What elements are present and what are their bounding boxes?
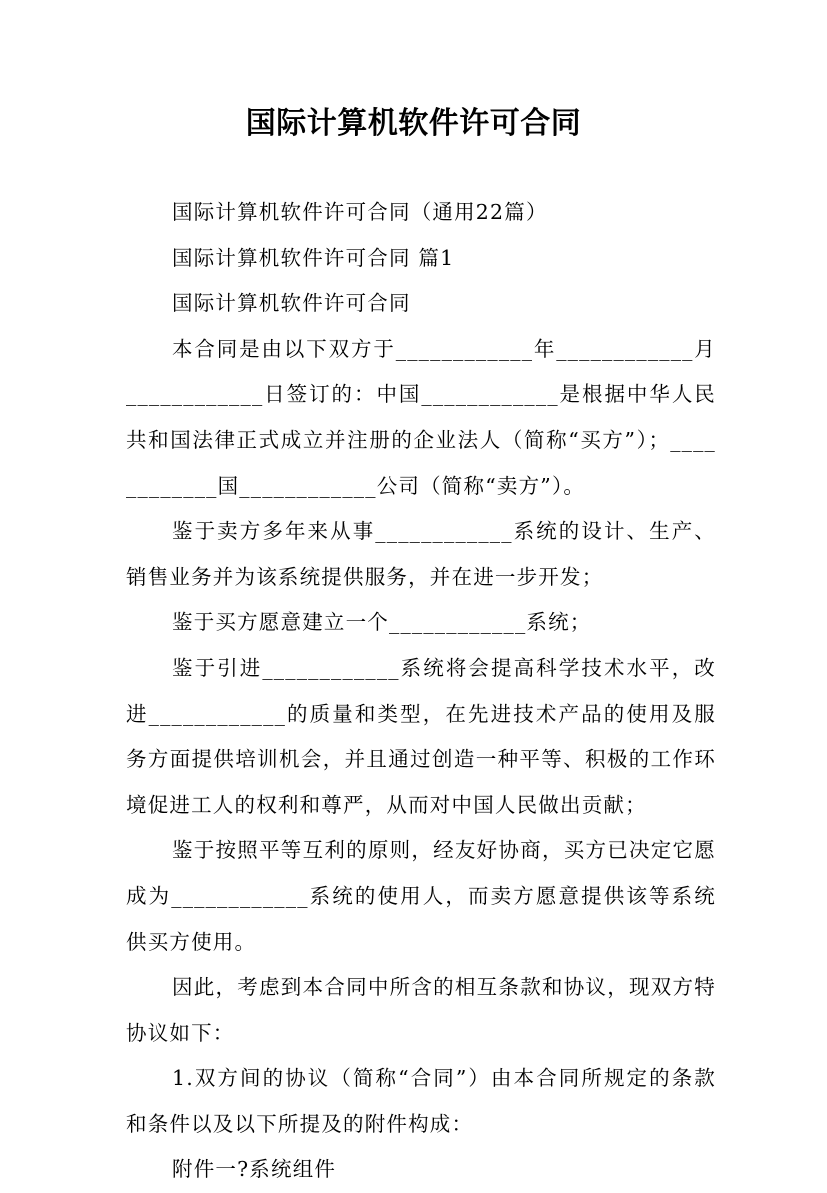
paragraph-collection-title: 国际计算机软件许可合同（通用22篇）: [172, 200, 548, 224]
paragraph-contract-name: 国际计算机软件许可合同: [172, 291, 411, 316]
document-title: 国际计算机软件许可合同: [245, 106, 582, 141]
paragraph-clause-1: 1.双方间的协议（简称“合同”）由本合同所规定的条款和条件以及以下所提及的附件构成：: [126, 1066, 716, 1136]
paragraph-parties: 本合同是由以下双方于____________年____________月____________日签订的：中国____________是根据中华人民共和国法律正式成立并注册的企业法人（简称“买方”）；____________国____________公司（简称“卖方”）。: [126, 336, 716, 498]
paragraph-whereas-seller: 鉴于卖方多年来从事____________系统的设计、生产、销售业务并为该系统提供服务，并在进一步开发；: [126, 519, 716, 589]
paragraph-whereas-introduction: 鉴于引进____________系统将会提高科学技术水平，改进____________的质量和类型，在先进技术产品的使用及服务方面提供培训机会，并且通过创造一种平等、积极的工作环境促进工人的权利和尊严，从而对中国人民做出贡献；: [126, 655, 716, 817]
paragraph-therefore: 因此，考虑到本合同中所含的相互条款和协议，现双方特协议如下：: [126, 975, 716, 1045]
paragraph-annex-1: 附件一?系统组件: [172, 1157, 337, 1182]
paragraph-whereas-buyer: 鉴于买方愿意建立一个____________系统；: [172, 610, 592, 635]
document-body: [126, 190, 716, 1193]
paragraph-whereas-principle: 鉴于按照平等互利的原则，经友好协商，买方已决定它愿成为____________系统的使用人，而卖方愿意提供该等系统供买方使用。: [126, 838, 716, 954]
paragraph-chapter-heading: 国际计算机软件许可合同 篇1: [172, 245, 455, 270]
